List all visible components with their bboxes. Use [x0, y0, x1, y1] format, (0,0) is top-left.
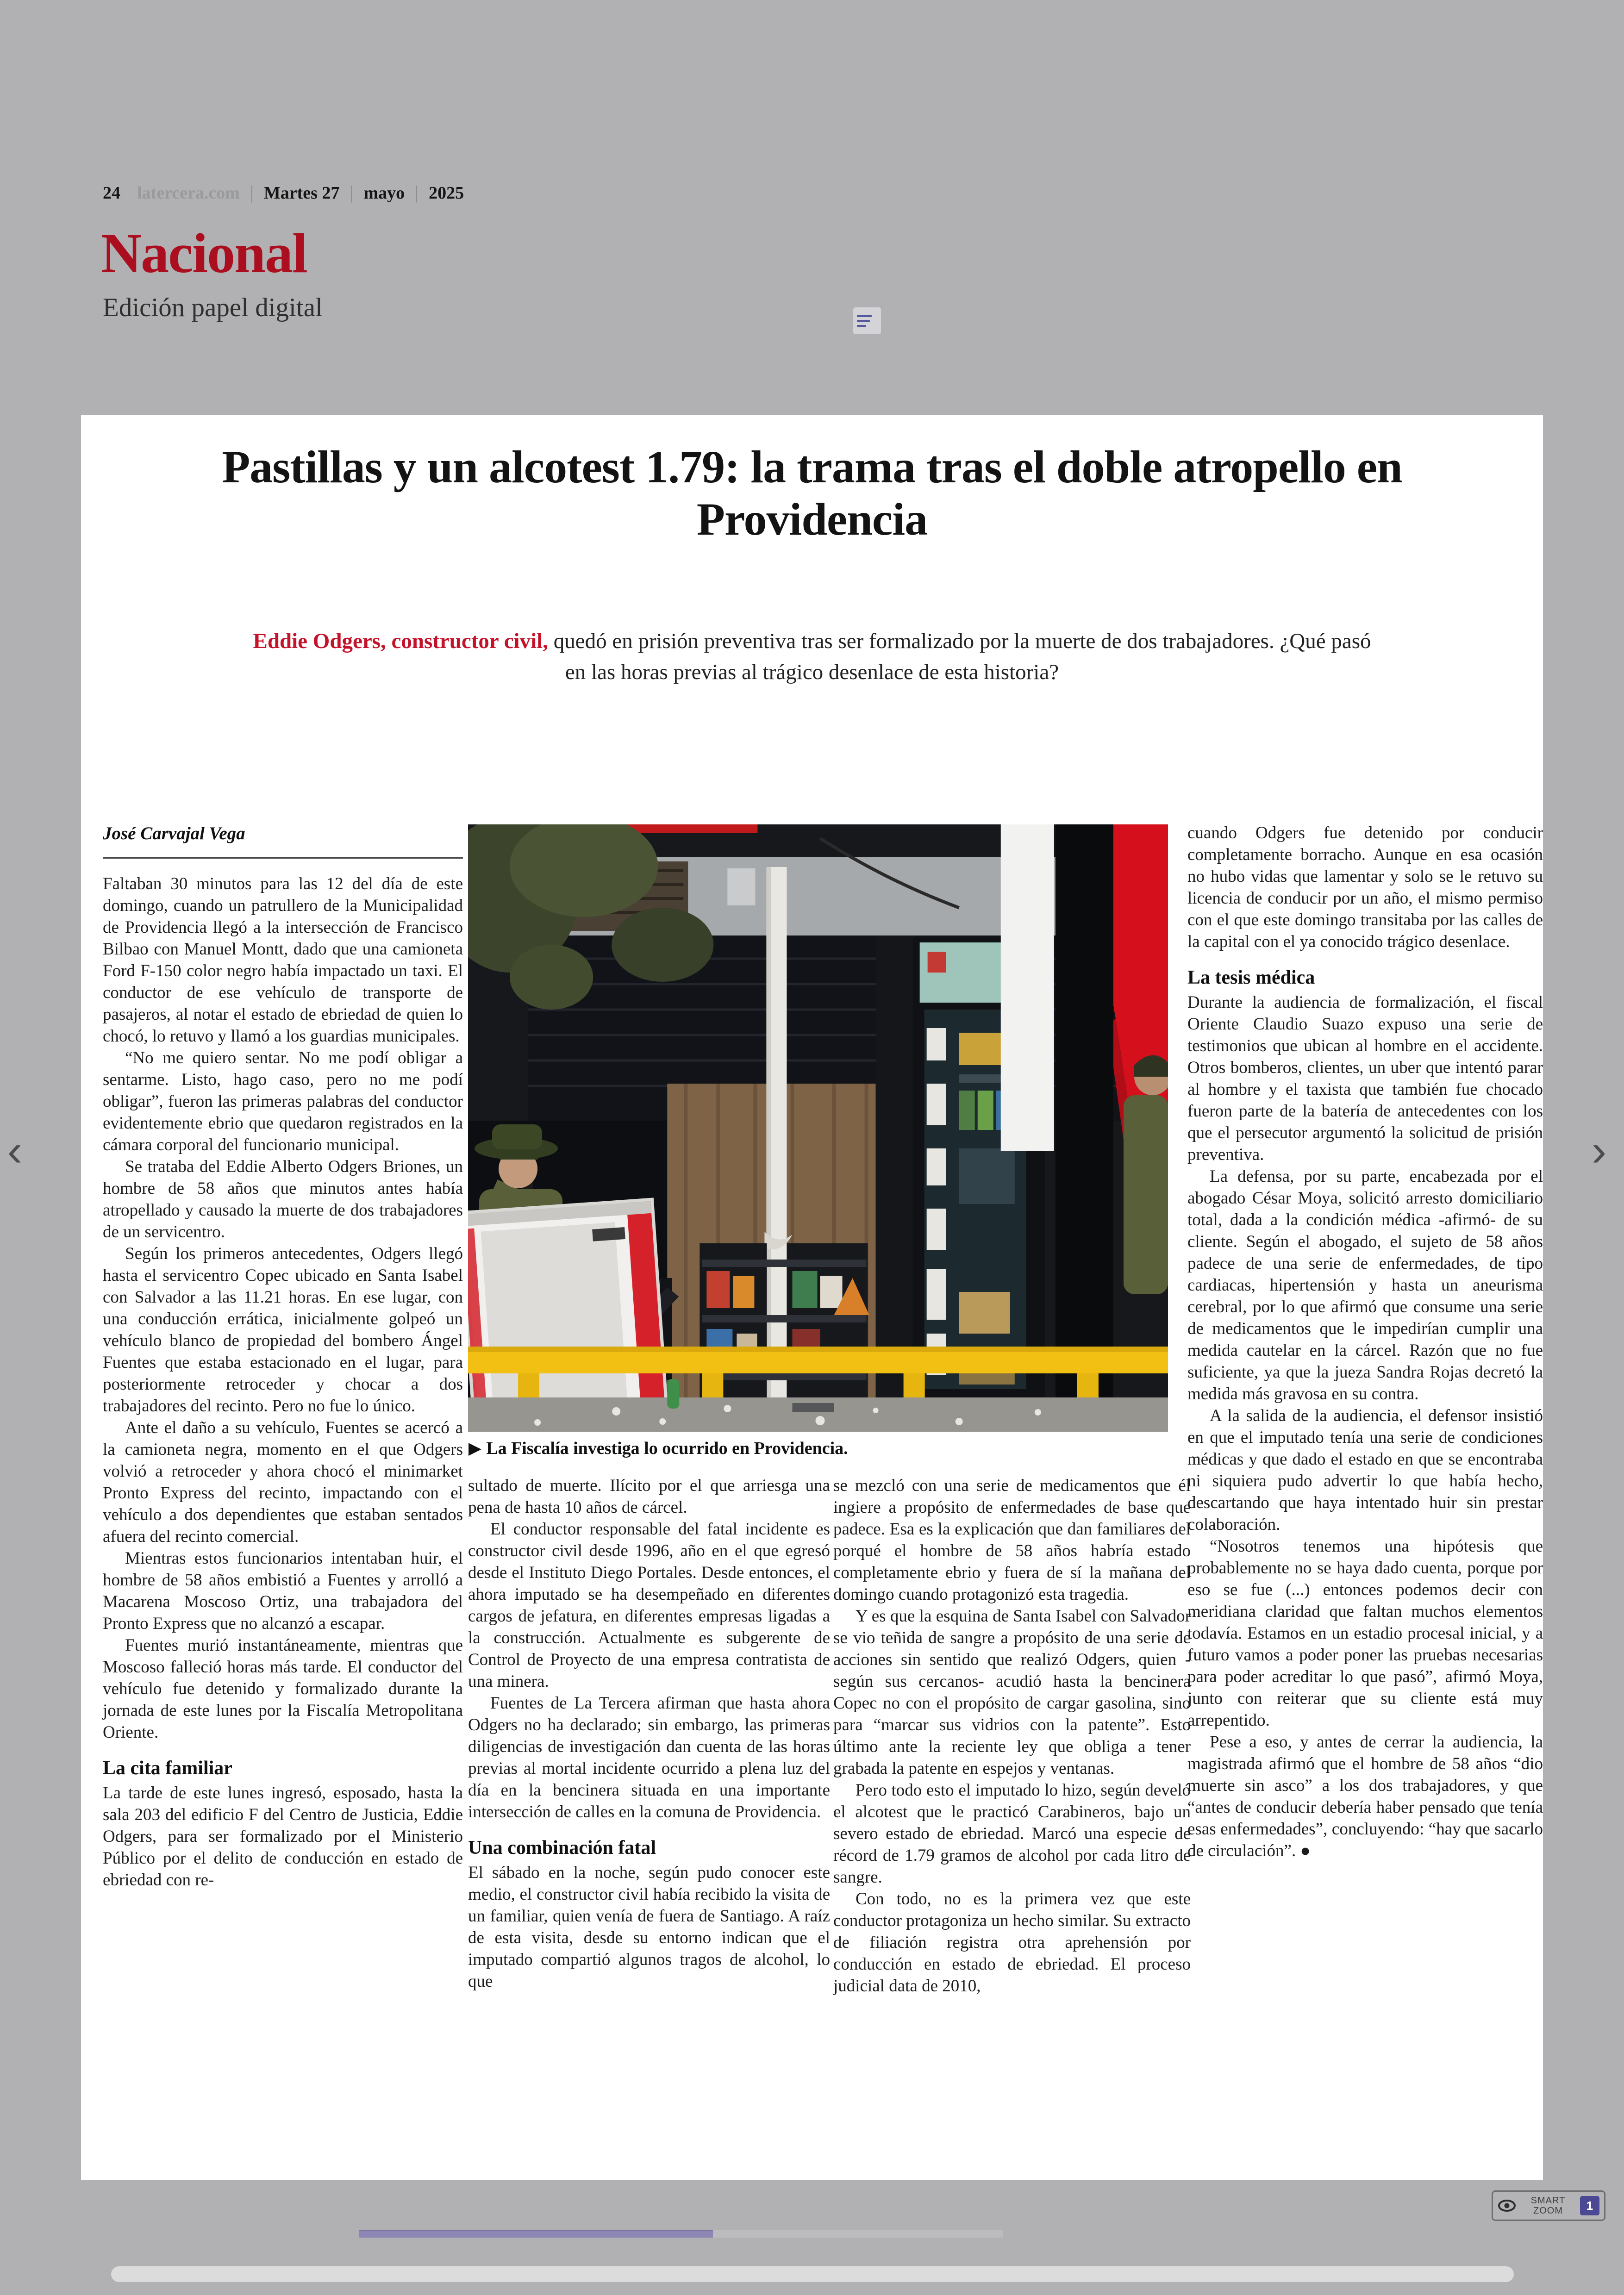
article-photo — [468, 824, 1168, 1432]
column-col4 — [1187, 822, 1543, 2155]
edition-label: Edición papel digital — [103, 293, 323, 322]
site-name: latercera.com — [137, 183, 240, 203]
body-paragraph: Y es que la esquina de Santa Isabel con Salvador se vio teñida de sangre a propósito de una serie de acciones sin sentido que realizó Odgers, quien -según sus cercanos- acudió hasta la bencinera Copec no con el propósito de cargar gasolina, sino para “marcar sus vidrios con la patente”. Esto último ante la reciente ley que obliga a tener grabada la patente en espejos y ventanas. — [833, 1607, 1191, 1778]
section-heading: La cita familiar — [103, 1758, 232, 1779]
byline: José Carvajal Vega — [103, 823, 245, 843]
header-separator: | — [250, 182, 254, 203]
document-menu-icon[interactable] — [853, 307, 881, 334]
previous-page-button[interactable]: ‹ — [7, 1126, 22, 1175]
body-paragraph: Ante el daño a su vehículo, Fuentes se acercó a la camioneta negra, momento en el que Odgers volvió a retroceder y ahora chocó el minimarket Pronto Express del recinto, impactando con el vehículo a dos dependientes que estaban sentados afuera del recinto comercial. — [103, 1418, 463, 1546]
column-col3 — [833, 1475, 1191, 2155]
body-paragraph: sultado de muerte. Ilícito por el que arriesga una pena de hasta 10 años de cárcel. — [468, 1476, 830, 1517]
street-scene-illustration — [468, 824, 1168, 1432]
caption-arrow-icon: ▶ — [468, 1440, 481, 1457]
body-paragraph: se mezcló con una serie de medicamentos que él ingiere a propósito de enfermedades de base que padece. Esa es la explicación que dan familiares del porqué el hombre de 58 años habría estado completamente ebrio y fuera de sí la mañana del domingo cuando protagonizó esta tragedia. — [833, 1476, 1191, 1604]
date-day: Martes 27 — [263, 183, 340, 203]
body-paragraph: Con todo, no es la primera vez que este conductor protagoniza un hecho similar. Su extracto de filiación registra otra aprehensión por conducción en estado de ebriedad. El proceso judicial data de 2010, — [833, 1890, 1191, 1996]
section-heading: Una combinación fatal — [468, 1837, 656, 1858]
date-month: mayo — [363, 183, 405, 203]
column-col2 — [468, 1475, 830, 2155]
byline-rule — [103, 857, 463, 859]
horizontal-scrollbar[interactable] — [359, 2230, 1003, 2238]
body-paragraph: Pero todo esto el imputado lo hizo, según develó el alcotest que le practicó Carabineros, bajo un severo estado de ebriedad. Marcó una especie de récord de 1.79 gramos de alcohol por cada litro de sangre. — [833, 1781, 1191, 1887]
article-headline: Pastillas y un alcotest 1.79: la trama tras el doble atropello en Providencia — [222, 441, 1402, 545]
article-subtitle — [252, 626, 1372, 687]
smart-zoom-count-badge: 1 — [1580, 2196, 1599, 2215]
column-col1 — [103, 873, 463, 2151]
body-paragraph: Se trataba del Eddie Alberto Odgers Briones, un hombre de 58 años que minutos antes había atropellado y causado la muerte de dos trabajadores de un servicentro. — [103, 1157, 463, 1241]
body-paragraph: La tarde de este lunes ingresó, esposado, hasta la sala 203 del edificio F del Centro de Justicia, Eddie Odgers, para ser formalizado por el Ministerio Público por el delito de conducción en estado de ebriedad con re- — [103, 1784, 463, 1890]
next-page-button[interactable]: › — [1592, 1126, 1606, 1175]
eye-icon — [1498, 2199, 1516, 2212]
body-paragraph: Pese a eso, y antes de cerrar la audiencia, la magistrada afirmó que el hombre de 58 años “dio muerte sin asco” a los dos trabajadores, y que “antes de conducir debería haber pensado que tenía esas enfermedades”, concluyendo: “hay que sacarlo de circulación”. ● — [1187, 1733, 1543, 1860]
smart-zoom-button[interactable] — [1492, 2190, 1605, 2221]
header-separator: | — [415, 182, 419, 203]
bottom-bar — [111, 2266, 1514, 2282]
scrollbar-thumb[interactable] — [359, 2230, 713, 2238]
body-paragraph: “Nosotros tenemos una hipótesis que probablemente no se haya dado cuenta, porque por eso se fue (...) entonces podemos decir con meridiana claridad que faltan muchos elementos todavía. Estamos en un estadio procesal inicial, y a futuro vamos a poder poner las pruebas necesarias para poder acreditar lo que pasó”, afirmó Moya, junto con reiterar que su cliente está muy arrepentido. — [1187, 1537, 1543, 1730]
body-paragraph: cuando Odgers fue detenido por conducir completamente borracho. Aunque en esa ocasión no hubo vidas que lamentar y solo se le retuvo su licencia de conducir por un año, el mismo permiso con el que este domingo transitaba por las calles de la capital con el ya conocido trágico desenlace. — [1187, 823, 1543, 951]
body-paragraph: “No me quiero sentar. No me podí obligar a sentarme. Listo, hago caso, pero no me podí obligar”, fueron las primeras palabras del conductor evidentemente ebrio que quedaron registrados en la cámara corporal del funcionario municipal. — [103, 1048, 463, 1154]
body-paragraph: Fuentes murió instantáneamente, mientras que Moscoso falleció horas más tarde. El conductor del vehículo fue detenido y formalizado durante la jornada de este lunes por la Fiscalía Metropolitana Oriente. — [103, 1636, 463, 1742]
photo-caption — [468, 1438, 1190, 1459]
page-number: 24 — [103, 183, 120, 203]
body-paragraph: Durante la audiencia de formalización, el fiscal Oriente Claudio Suazo expuso una serie de testimonios que ubican al hombre en el accidente. Otros bomberos, clientes, un uber que intentó parar al hombre y el taxista que también fue chocado fueron parte de la batería de antecedentes con los que el persecutor argumentó la solicitud de prisión preventiva. — [1187, 993, 1543, 1164]
body-paragraph: La defensa, por su parte, encabezada por el abogado César Moya, solicitó arresto domiciliario total, dada a la condición médica -afirmó- de su cliente. Según el abogado, el sujeto de 58 años padece de una serie de enfermedades, de tipo cardiacas, hipertensión y hasta un aneurisma cerebral, por lo que afirmó que consume una serie de medicamentos que le impedirían cumplir una medida cautelar en la cárcel. Razón que no fue suficiente, ya que la jueza Sandra Rojas decretó la medida más gravosa en su contra. — [1187, 1167, 1543, 1403]
page-header — [103, 181, 464, 203]
header-separator: | — [350, 182, 354, 203]
smart-zoom-label: SMART ZOOM — [1530, 2195, 1566, 2216]
date-year: 2025 — [429, 183, 464, 203]
body-paragraph: Fuentes de La Tercera afirman que hasta ahora Odgers no ha declarado; sin embargo, las primeras diligencias de investigación dan cuenta de las horas previas al mortal incidente ocurrido a plena luz del día en la bencinera situada en una importante intersección de calles en la comuna de Providencia. — [468, 1694, 830, 1821]
body-paragraph: A la salida de la audiencia, el defensor insistió en que el imputado tenía una serie de condiciones médicas y que dado el estado en que se encontraba ni siquiera pudo advertir lo que había hecho, descartando que haya intentado huir sin prestar colaboración. — [1187, 1406, 1543, 1534]
body-paragraph: El conductor responsable del fatal incidente es constructor civil desde 1996, año en el que egresó desde el Instituto Diego Portales. Desde entonces, el ahora imputado se ha desempeñado en diferentes cargos de jefatura, en diferentes empresas ligadas a la construcción. Actualmente es subgerente de Control de Proyecto de una empresa contratista de una minera. — [468, 1520, 830, 1691]
subtitle-rest: quedó en prisión preventiva tras ser formalizado por la muerte de dos trabajadores. ¿Qué pasó en las horas previas al trágico desenlace de esta historia? — [548, 629, 1371, 684]
subtitle-lead: Eddie Odgers, constructor civil, — [253, 629, 548, 653]
body-paragraph: Mientras estos funcionarios intentaban huir, el hombre de 58 años embistió a Fuentes y arrolló a Macarena Moscoso Ortiz, una trabajadora del Pronto Express que no alcanzó a escapar. — [103, 1549, 463, 1633]
section-masthead: Nacional — [101, 222, 307, 285]
body-paragraph: Según los primeros antecedentes, Odgers llegó hasta el servicentro Copec ubicado en Santa Isabel con Salvador a las 11.21 horas. En ese lugar, con una conducción errática, inicialmente golpeó un vehículo blanco de propiedad del bombero Ángel Fuentes que estaba estacionado en el lugar, para posteriormente retroceder y chocar a dos trabajadores del recinto. Pero no fue lo único. — [103, 1244, 463, 1416]
body-paragraph: El sábado en la noche, según pudo conocer este medio, el constructor civil había recibido la visita de un familiar, quien venía de fuera de Santiago. A raíz de esta visita, desde su entorno indican que el imputado compartió algunos tragos de alcohol, lo que — [468, 1863, 830, 1991]
section-heading: La tesis médica — [1187, 967, 1315, 988]
photo-caption-text: La Fiscalía investiga lo ocurrido en Providencia. — [486, 1439, 848, 1458]
body-paragraph: Faltaban 30 minutos para las 12 del día de este domingo, cuando un patrullero de la Municipalidad de Providencia llegó a la intersección de Francisco Bilbao con Manuel Montt, dado que una camioneta Ford F-150 color negro había impactado un taxi. El conductor de ese vehículo de transporte de pasajeros, al notar el estado de ebriedad de quien lo chocó, lo retuvo y llamó a los guardias municipales. — [103, 874, 463, 1046]
